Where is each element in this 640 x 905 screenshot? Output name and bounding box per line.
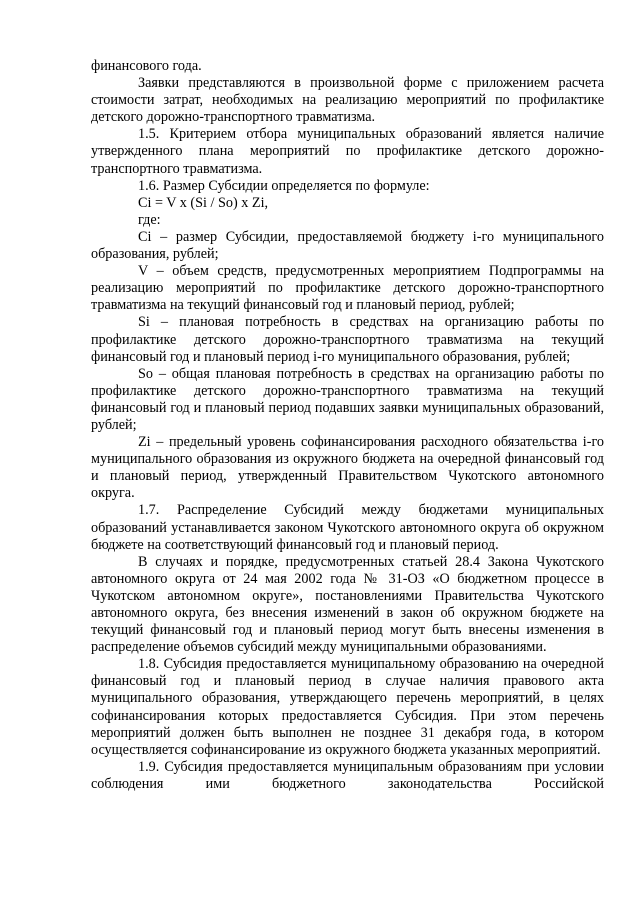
paragraph-cases: В случаях и порядке, предусмотренных статьей 28.4 Закона Чукотского автономного округа от 24 мая 2002 года № 31-ОЗ «О бюджетном процессе в Чукотском автономном округе», постановлениями Правительства Чукотского автономного округа, без внесения изменений в закон об окружном бюджете на текущий финансовый год и плановый период могут быть внесены изменения в распределение объемов субсидий между муниципальными образованиями. [91,553,604,656]
paragraph-1-9: 1.9. Субсидия предоставляется муниципальным образованиям при условии соблюдения ими бюджетного законодательства Российской [91,758,604,792]
definition-zi: Zi – предельный уровень софинансирования расходного обязательства i-го муниципального образования из окружного бюджета на очередной финансовый год и плановый период, утвержденный Правительством Чукотского автономного округа. [91,434,604,502]
paragraph-1-8: 1.8. Субсидия предоставляется муниципальному образованию на очередной финансовый год и плановый период в случае наличия правового акта муниципального образования, утверждающего перечень мероприятий, в целях софинансирования которых предоставляется Субсидия. При этом перечень мероприятий должен быть выполнен не позднее 31 декабря года, в котором осуществляется софинансирование из окружного бюджета указанных мероприятий. [91,656,604,758]
paragraph-applications: Заявки представляются в произвольной форме с приложением расчета стоимости затрат, необходимых на реализацию мероприятий по профилактике детского дорожно-транспортного травматизма. [91,75,604,126]
formula: Ci = V x (Si / So) x Zi, [138,194,269,211]
formula-where: где: [138,211,161,228]
paragraph-1-5: 1.5. Критерием отбора муниципальных образований является наличие утвержденного плана мероприятий по профилактике детского дорожно-транспортного травматизма. [91,126,604,177]
definition-v: V – объем средств, предусмотренных мероприятием Подпрограммы на реализацию мероприятий по профилактике детского дорожно-транспортного травматизма на текущий финансовый год и плановый период, рублей; [91,263,604,314]
definition-so: So – общая плановая потребность в средствах на организацию работы по профилактике детского дорожно-транспортного травматизма на текущий финансовый год и плановый период подавших заявки муниципальных образований, рублей; [91,365,604,433]
paragraph-continuation: финансового года. [91,58,202,74]
paragraph-1-6: 1.6. Размер Субсидии определяется по формуле: [138,177,430,194]
definition-ci: Ci – размер Субсидии, предоставляемой бюджету i-го муниципального образования, рублей; [91,228,604,263]
definition-si: Si – плановая потребность в средствах на организацию работы по профилактике детского дорожно-транспортного травматизма на текущий финансовый год и плановый период i-го муниципального образования, рублей; [91,314,604,365]
paragraph-1-7: 1.7. Распределение Субсидий между бюджетами муниципальных образований устанавливается законом Чукотского автономного округа об окружном бюджете на соответствующий финансовый год и плановый период. [91,502,604,553]
